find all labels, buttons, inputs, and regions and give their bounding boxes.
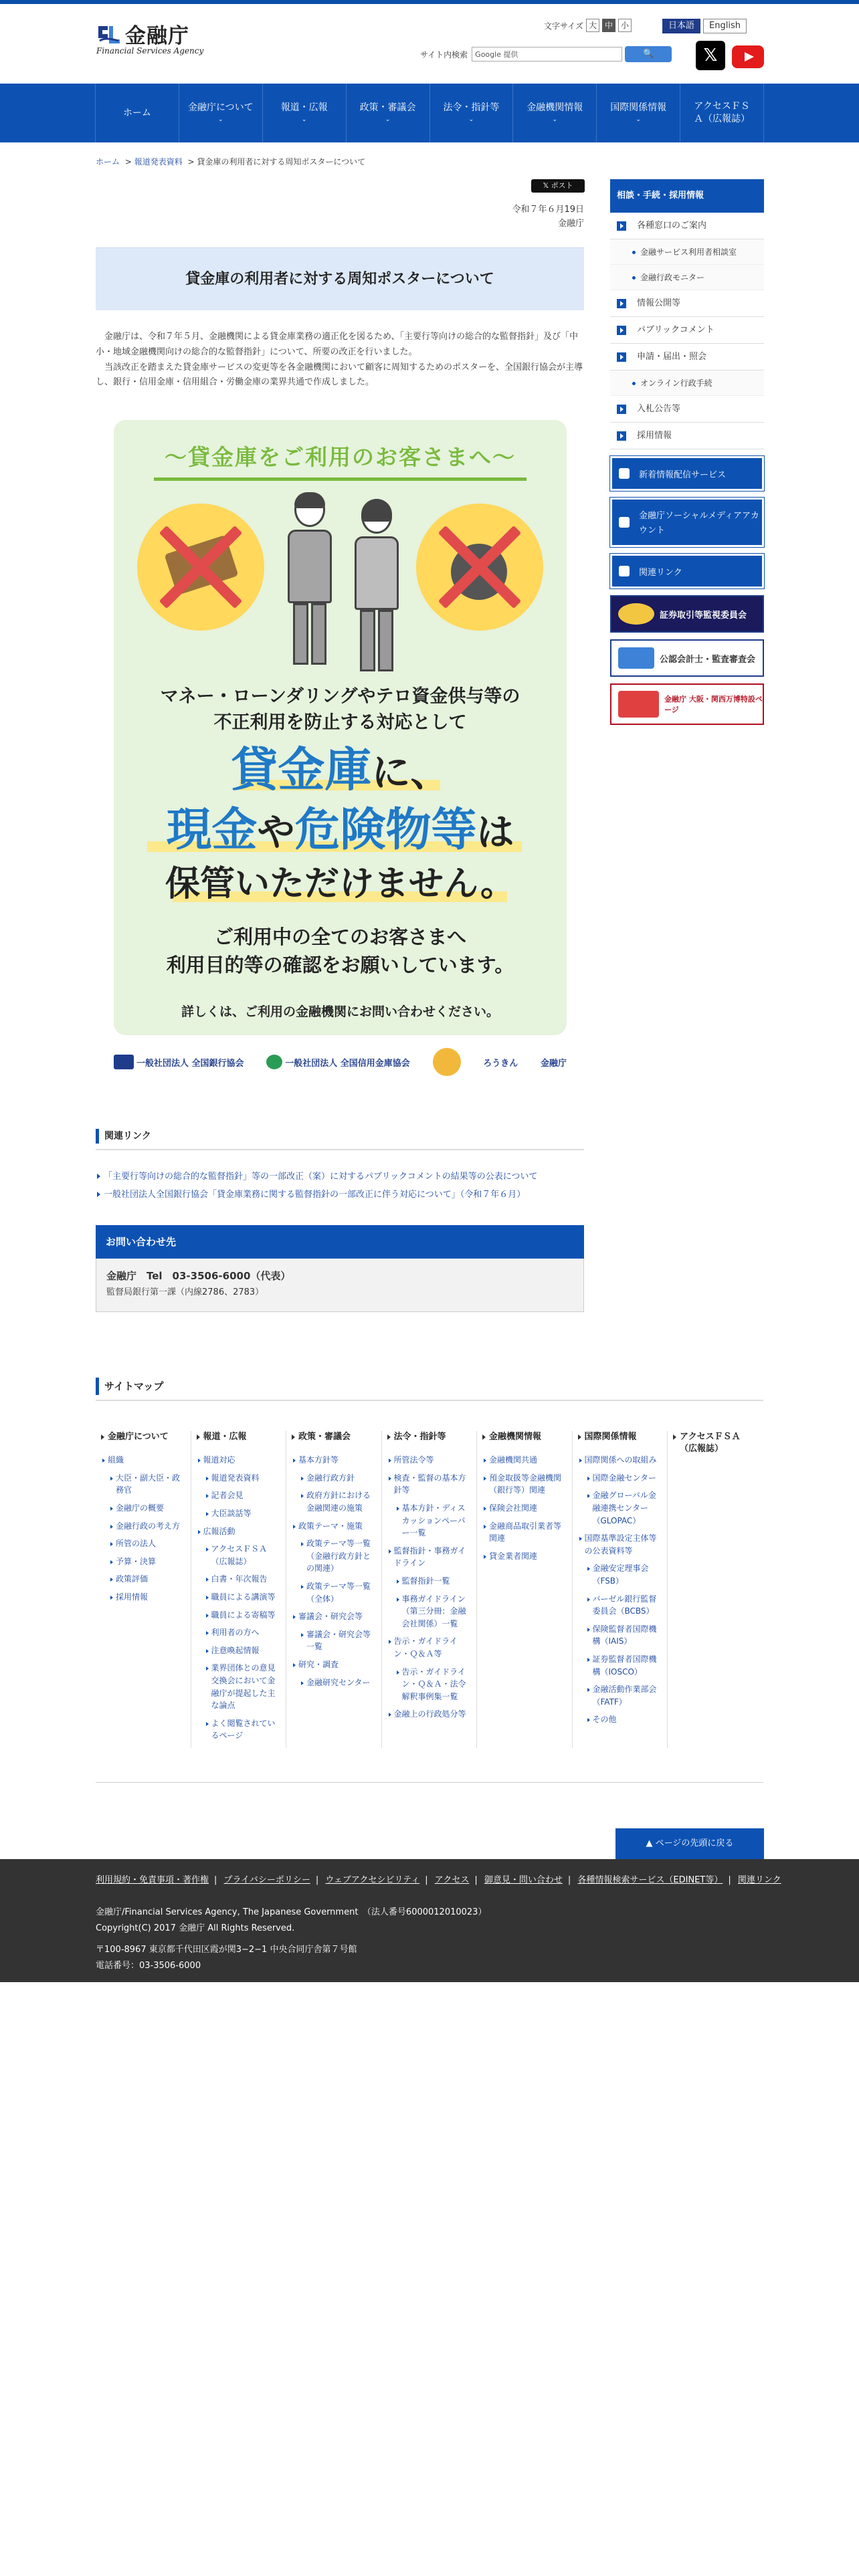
sidebar-item-8[interactable] bbox=[610, 423, 764, 449]
sitemap-link[interactable]: 所管法令等 bbox=[387, 1454, 472, 1467]
sitemap-link[interactable]: 政策テーマ等一覧（全体） bbox=[300, 1580, 376, 1605]
x-twitter-icon[interactable]: 𝕏 bbox=[696, 41, 725, 70]
contact-tel: 金融庁 Tel 03-3506-6000（代表） bbox=[106, 1270, 291, 1282]
pagetop-rule bbox=[96, 1782, 763, 1783]
related-links-button[interactable] bbox=[610, 554, 764, 588]
related-link-item[interactable] bbox=[96, 1168, 584, 1186]
arrow-square-icon bbox=[617, 431, 626, 441]
poster-headline-1 bbox=[114, 742, 567, 797]
site-search bbox=[420, 46, 672, 62]
nav-item-label: 国際関係情報 bbox=[610, 102, 667, 114]
fsa-small-logo-text: 金融庁 bbox=[540, 1058, 567, 1069]
arrow-square-icon bbox=[617, 299, 626, 308]
publish-agency: 金融庁 bbox=[557, 218, 584, 229]
sitemap-column-title[interactable]: 政策・審議会 bbox=[292, 1431, 376, 1443]
font-size-switcher bbox=[544, 19, 632, 32]
sitemap-link[interactable]: 注意喚起情報 bbox=[205, 1644, 281, 1657]
sidebar-item-label: 金融行政モニター bbox=[640, 273, 705, 282]
sidebar-item-0[interactable] bbox=[610, 213, 764, 239]
sitemap-link[interactable]: 大臣談話等 bbox=[205, 1507, 281, 1520]
zenginkyo-logo bbox=[114, 1055, 244, 1069]
contact-dept: 監督局銀行第一課（内線2786、2783） bbox=[106, 1287, 264, 1297]
sitemap-heading: サイトマップ bbox=[96, 1378, 763, 1395]
sidebar-item-label: 申請・届出・照会 bbox=[637, 352, 707, 362]
footer-link[interactable]: ウェブアクセシビリティ bbox=[325, 1875, 420, 1885]
article-body bbox=[96, 330, 584, 391]
search-icon: 🔍 bbox=[643, 49, 654, 59]
cash-prohibited-icon bbox=[137, 504, 264, 631]
sitemap-link[interactable]: 金融上の行政処分等 bbox=[387, 1708, 472, 1721]
sidebar-item-4[interactable] bbox=[610, 317, 764, 344]
sitemap-rule bbox=[96, 1400, 763, 1401]
sitemap-link[interactable]: 業界団体との意見交換会において金融庁が提起した主な論点 bbox=[205, 1662, 281, 1711]
sidebar-item-7[interactable] bbox=[610, 396, 764, 423]
sitemap-link[interactable]: 検査・監督の基本方針等 bbox=[387, 1472, 472, 1497]
footer-link-separator: | bbox=[474, 1875, 480, 1885]
sitemap-link[interactable]: 金融研究センター bbox=[300, 1677, 376, 1689]
poster-particle-ni: に、 bbox=[371, 750, 450, 795]
footer-link-separator: | bbox=[315, 1875, 322, 1885]
footer-link-separator: | bbox=[567, 1875, 574, 1885]
wifi-icon bbox=[619, 468, 630, 479]
sitemap-link[interactable]: アクセスＦＳＡ（広報誌） bbox=[205, 1543, 281, 1568]
breadcrumb: ホーム > 報道発表資料 > 貸金庫の利用者に対する周知ポスターについて bbox=[96, 157, 366, 167]
notice-poster-image bbox=[114, 420, 567, 1035]
publish-info bbox=[512, 203, 584, 231]
sitemap-link[interactable]: 告示・ガイドライン・Ｑ＆Ａ等 bbox=[387, 1635, 472, 1660]
nav-item-label: 報道・広報 bbox=[280, 102, 328, 114]
bomb-prohibited-icon bbox=[416, 504, 543, 631]
sidebar-item-3[interactable] bbox=[610, 290, 764, 317]
poster-purpose-line-2: 不正利用を防止する対応として bbox=[213, 712, 467, 734]
association-logos bbox=[114, 1049, 567, 1075]
fsa-logo[interactable] bbox=[96, 19, 189, 49]
back-to-top-label: ページの先頭に戻る bbox=[655, 1838, 734, 1848]
sitemap-link[interactable]: 保険監督者国際機構（IAIS） bbox=[586, 1623, 662, 1648]
search-label: サイト内検索 bbox=[420, 49, 468, 60]
x-post-button[interactable]: 𝕏 ポスト bbox=[531, 179, 585, 193]
sitemap-link[interactable]: 広報活動 bbox=[197, 1525, 281, 1538]
sitemap-column bbox=[668, 1431, 763, 1747]
sidebar-item-1[interactable] bbox=[610, 239, 764, 265]
related-link-1[interactable]: 「主要行等向けの総合的な監督指針」等の一部改正（案）に対するパブリックコメントの結果等の公表について bbox=[104, 1172, 538, 1182]
social-media-label: 金融庁ソーシャルメディアアカウント bbox=[639, 511, 759, 536]
nav-item-3[interactable] bbox=[347, 84, 430, 142]
sitemap-column-title[interactable]: 報道・広報 bbox=[197, 1431, 281, 1443]
chevron-down-icon: ⌄ bbox=[218, 116, 223, 124]
nav-item-0[interactable] bbox=[96, 84, 179, 142]
breadcrumb-press-link[interactable]: 報道発表資料 bbox=[134, 157, 183, 167]
sitemap-link[interactable]: 白書・年次報告 bbox=[205, 1573, 281, 1586]
footer-link[interactable]: アクセス bbox=[434, 1875, 470, 1885]
sidebar-item-label: パブリックコメント bbox=[637, 325, 714, 335]
sitemap-link[interactable]: 国際関係への取組み bbox=[578, 1454, 662, 1467]
poster-divider bbox=[154, 477, 527, 481]
related-links-label: 関連リンク bbox=[639, 568, 682, 578]
fsa-logo-mark-icon bbox=[96, 21, 122, 47]
chevron-up-icon: ▲ bbox=[646, 1838, 656, 1848]
sitemap-link[interactable]: 金融商品取引業者等関連 bbox=[482, 1520, 567, 1545]
sitemap-link[interactable]: 保険会社関連 bbox=[482, 1502, 567, 1515]
footer-link[interactable]: 御意見・問い合わせ bbox=[484, 1875, 563, 1885]
sitemap-link[interactable]: 報道対応 bbox=[197, 1454, 281, 1467]
sitemap-link[interactable]: 政策テーマ等一覧（金融行政方針との関連） bbox=[300, 1537, 376, 1575]
sitemap-link[interactable]: その他 bbox=[586, 1713, 662, 1726]
sitemap-link[interactable]: 報道発表資料 bbox=[205, 1472, 281, 1485]
sidebar-heading: 相談・手続・採用情報 bbox=[610, 179, 764, 213]
sidebar-item-label: 入札公告等 bbox=[637, 404, 681, 414]
sitemap-link[interactable]: 金融行政方針 bbox=[300, 1472, 376, 1485]
sitemap-column bbox=[477, 1431, 573, 1747]
poster-heading: 〜貸金庫をご利用のお客さまへ〜 bbox=[165, 444, 516, 470]
sidebar-item-2[interactable] bbox=[610, 265, 764, 290]
sitemap-link[interactable]: 職員による寄稿等 bbox=[205, 1609, 281, 1622]
cpaaob-banner-text: 公認会計士・監査審査会 bbox=[660, 654, 756, 665]
arrow-square-icon bbox=[617, 352, 626, 362]
sidebar-item-label: 各種窓口のご案内 bbox=[637, 221, 707, 231]
footer-address-line: 〒100-8967 東京都千代田区霞が関3−2−1 中央合同庁舎第７号館 bbox=[96, 1945, 357, 1955]
poster-request-text bbox=[114, 923, 567, 979]
sitemap-column-title[interactable]: 法令・指針等 bbox=[387, 1431, 472, 1443]
sitemap-link[interactable]: 記者会見 bbox=[205, 1489, 281, 1502]
poster-safe-deposit: 貸金庫 bbox=[231, 742, 372, 797]
site-header bbox=[0, 4, 859, 84]
chevron-down-icon: ⌄ bbox=[385, 116, 391, 124]
sitemap-link[interactable]: 金融機関共通 bbox=[482, 1454, 567, 1467]
footer-link[interactable]: 各種情報検索サービス（EDINET等） bbox=[577, 1875, 723, 1885]
article-paragraph-1: 金融庁は、令和７年５月、金融機関による貸金庫業務の適正化を図るため、「主要行等向けの総合的な監督指針」及び「中小・地域金融機関向けの総合的な監督指針」について、所要の改正を行いました。 bbox=[96, 332, 578, 357]
link-icon bbox=[619, 566, 630, 576]
sitemap-column-title[interactable]: アクセスＦＳＡ（広報誌） bbox=[673, 1431, 758, 1455]
expo-logo-icon bbox=[618, 691, 659, 718]
news-delivery-button[interactable] bbox=[610, 456, 764, 491]
footer-link[interactable]: 利用規約・免責事項・著作権 bbox=[96, 1875, 209, 1885]
sitemap-link[interactable]: 監督指針一覧 bbox=[395, 1575, 472, 1588]
sitemap-link[interactable]: よく閲覧されているページ bbox=[205, 1717, 281, 1742]
nav-item-6[interactable] bbox=[597, 84, 680, 142]
sitemap-link[interactable]: 組織 bbox=[101, 1454, 185, 1467]
sitemap-link[interactable]: 国際金融センター bbox=[586, 1472, 662, 1485]
footer-link[interactable]: プライバシーポリシー bbox=[223, 1875, 310, 1885]
search-input[interactable] bbox=[472, 47, 622, 62]
sitemap-link[interactable]: 予算・決算 bbox=[109, 1555, 185, 1568]
sitemap-link[interactable]: 証券監督者国際機構（IOSCO） bbox=[586, 1653, 662, 1678]
social-media-button[interactable] bbox=[610, 498, 764, 547]
lang-japanese-button[interactable]: 日本語 bbox=[662, 19, 700, 33]
chevron-down-icon: ⌄ bbox=[468, 116, 474, 124]
chevron-down-icon: ⌄ bbox=[636, 116, 641, 124]
nav-item-5[interactable] bbox=[513, 84, 597, 142]
cpaaob-logo-icon bbox=[618, 647, 654, 669]
sitemap-link[interactable]: 預金取扱等金融機関（銀行等）関連 bbox=[482, 1472, 567, 1497]
nav-item-label: アクセスＦＳＡ（広報誌） bbox=[694, 101, 751, 124]
sitemap-link[interactable]: 告示・ガイドライン・Ｑ＆Ａ・法令解釈事例集一覧 bbox=[395, 1666, 472, 1703]
sidebar-item-5[interactable] bbox=[610, 344, 764, 370]
sitemap-link[interactable]: 事務ガイドライン（第三分冊：金融会社関係）一覧 bbox=[395, 1593, 472, 1630]
font-size-medium-button[interactable]: 中 bbox=[602, 19, 615, 32]
related-links-heading: 関連リンク bbox=[96, 1129, 584, 1144]
sitemap-column bbox=[96, 1431, 191, 1747]
poster-contact-note: 詳しくは、ご利用の金融機関にお問い合わせください。 bbox=[181, 1004, 499, 1019]
sitemap-link[interactable]: 金融グローバル金融連携センター（GLOPAC） bbox=[586, 1489, 662, 1527]
sitemap-link[interactable]: 利用者の方へ bbox=[205, 1626, 281, 1639]
youtube-icon[interactable] bbox=[732, 45, 764, 68]
footer-address bbox=[96, 1942, 357, 1974]
shinkin-logo-text: 一般社団法人 全国信用金庫協会 bbox=[285, 1058, 410, 1069]
nav-item-label: 金融庁について bbox=[187, 102, 254, 114]
staff-woman-illustration bbox=[353, 499, 400, 673]
nav-item-2[interactable] bbox=[263, 84, 347, 142]
poster-particle-wa: は bbox=[476, 811, 514, 855]
font-size-label: 文字サイズ bbox=[544, 21, 584, 31]
arrow-square-icon bbox=[617, 326, 626, 335]
article-paragraph-2: 当該改正を踏まえた貸金庫サービスの変更等を各金融機関において顧客に周知するためのポスターを、全国銀行協会が主導し、銀行・信用金庫・信用組合・労働金庫の業界共通で作成しました。 bbox=[96, 362, 583, 388]
chevron-down-icon: ⌄ bbox=[301, 116, 307, 124]
contact-box bbox=[96, 1259, 584, 1312]
page-title: 貸金庫の利用者に対する周知ポスターについて bbox=[96, 247, 584, 310]
related-links-rule bbox=[96, 1149, 584, 1150]
footer-copyright-text: Copyright(C) 2017 金融庁 All Rights Reserved. bbox=[96, 1923, 295, 1934]
nav-item-4[interactable] bbox=[430, 84, 514, 142]
sitemap-link[interactable]: 研究・調査 bbox=[292, 1658, 376, 1671]
poster-hazardous: 危険物等 bbox=[294, 804, 477, 857]
fsa-small-logo bbox=[541, 1056, 567, 1069]
poster-purpose-line-1: マネー・ローンダリングやテロ資金供与等の bbox=[160, 686, 520, 707]
lang-english-button[interactable]: English bbox=[703, 19, 747, 33]
sitemap-link[interactable]: 監督指針・事務ガイドライン bbox=[387, 1545, 472, 1570]
back-to-top-button[interactable] bbox=[615, 1828, 764, 1859]
nav-item-label: 法令・指針等 bbox=[443, 102, 500, 114]
poster-purpose-text bbox=[114, 683, 567, 736]
rokin-logo bbox=[483, 1056, 518, 1069]
sitemap-column-title[interactable]: 国際関係情報 bbox=[578, 1431, 662, 1443]
sitemap-link[interactable]: 貸金業者関連 bbox=[482, 1550, 567, 1563]
footer-link-separator: | bbox=[728, 1875, 734, 1885]
expo-banner-text: 金融庁 大阪・関西万博特設ページ bbox=[664, 695, 763, 714]
related-link-item[interactable] bbox=[96, 1186, 584, 1204]
poster-headline-2 bbox=[114, 804, 567, 857]
sitemap-column bbox=[382, 1431, 478, 1747]
share-icon bbox=[619, 517, 630, 528]
sesc-logo-icon bbox=[618, 603, 654, 625]
nav-item-7[interactable] bbox=[680, 84, 764, 142]
sitemap-link[interactable]: 政府方針における金融関連の施策 bbox=[300, 1489, 376, 1514]
footer-phone: 電話番号：03-3506-6000 bbox=[96, 1961, 201, 1971]
sitemap-link[interactable]: 政策テーマ・施策 bbox=[292, 1520, 376, 1533]
sitemap-link[interactable]: 金融安定理事会（FSB） bbox=[586, 1562, 662, 1587]
footer-link[interactable]: 関連リンク bbox=[737, 1875, 781, 1885]
sitemap-column bbox=[573, 1431, 668, 1747]
sitemap-link[interactable]: 基本方針・ディスカッションペーパー一覧 bbox=[395, 1502, 472, 1539]
logo-text-en: Financial Services Agency bbox=[96, 46, 204, 56]
footer-links bbox=[96, 1872, 787, 1885]
sitemap-link[interactable]: 職員による講演等 bbox=[205, 1591, 281, 1604]
sidebar-item-label: 情報公開等 bbox=[637, 298, 681, 308]
chevron-down-icon: ⌄ bbox=[552, 116, 558, 124]
sitemap-column bbox=[191, 1431, 287, 1747]
logo-text-jp: 金融庁 bbox=[125, 24, 189, 48]
sitemap-link[interactable]: 金融行政の考え方 bbox=[109, 1520, 185, 1533]
footer-copyright bbox=[96, 1905, 486, 1937]
contact-heading: お問い合わせ先 bbox=[96, 1225, 584, 1259]
related-links-list bbox=[96, 1168, 584, 1204]
related-link-2[interactable]: 一般社団法人全国銀行協会「貸金庫業務に関する監督指針の一部改正に伴う対応について」（令和７年６月） bbox=[104, 1190, 526, 1200]
poster-request-line-1: ご利用中の全てのお客さまへ bbox=[213, 926, 466, 948]
sitemap bbox=[96, 1431, 763, 1747]
footer-link-separator: | bbox=[214, 1875, 220, 1885]
shinkumi-logo bbox=[433, 1048, 461, 1076]
breadcrumb-current: 貸金庫の利用者に対する周知ポスターについて bbox=[197, 157, 366, 167]
site-footer bbox=[0, 1859, 859, 1982]
sitemap-link[interactable]: 審議会・研究会等一覧 bbox=[300, 1628, 376, 1653]
poster-cash: 現金 bbox=[166, 804, 258, 857]
nav-item-label: ホーム bbox=[122, 107, 151, 118]
sidebar-item-label: 採用情報 bbox=[637, 431, 672, 441]
breadcrumb-home-link[interactable]: ホーム bbox=[96, 157, 120, 167]
sidebar bbox=[610, 179, 764, 725]
global-nav bbox=[0, 84, 859, 142]
sitemap-link[interactable]: 金融庁の概要 bbox=[109, 1502, 185, 1515]
sitemap-link[interactable]: 政策評価 bbox=[109, 1573, 185, 1586]
publish-date: 令和７年６月19日 bbox=[512, 205, 584, 215]
shinkin-logo bbox=[266, 1055, 410, 1069]
news-delivery-label: 新着情報配信サービス bbox=[639, 470, 727, 480]
sitemap-link[interactable]: 所管の法人 bbox=[109, 1537, 185, 1550]
sidebar-item-6[interactable] bbox=[610, 370, 764, 396]
footer-org: 金融庁/Financial Services Agency, The Japanese Government （法人番号6000012010023） bbox=[96, 1907, 487, 1917]
sitemap-column-title[interactable]: 金融庁について bbox=[101, 1431, 185, 1443]
nav-item-label: 金融機関情報 bbox=[527, 102, 583, 114]
footer-link-separator: | bbox=[425, 1875, 431, 1885]
poster-headline-3: 保管いただけません。 bbox=[165, 864, 516, 904]
staff-man-illustration bbox=[286, 492, 333, 666]
sitemap-link[interactable]: 採用情報 bbox=[109, 1591, 185, 1604]
sitemap-column-title[interactable]: 金融機関情報 bbox=[482, 1431, 567, 1443]
sidebar-item-label: オンライン行政手続 bbox=[640, 379, 712, 388]
search-button[interactable] bbox=[625, 46, 672, 62]
nav-item-label: 政策・審議会 bbox=[359, 102, 416, 114]
cpaaob-banner[interactable] bbox=[610, 639, 764, 677]
language-switcher bbox=[662, 19, 747, 33]
sitemap-link[interactable]: 基本方針等 bbox=[292, 1454, 376, 1467]
zenginkyo-logo-text: 一般社団法人 全国銀行協会 bbox=[136, 1058, 244, 1069]
poster-particle-ya: や bbox=[257, 811, 295, 855]
rokin-logo-text: ろうきん bbox=[483, 1058, 518, 1069]
font-size-large-button[interactable]: 大 bbox=[586, 19, 599, 32]
sesc-banner-text: 証券取引等監視委員会 bbox=[660, 610, 747, 621]
sitemap-column bbox=[286, 1431, 382, 1747]
expo-banner[interactable] bbox=[610, 683, 764, 725]
sidebar-item-label: 金融サービス利用者相談室 bbox=[640, 247, 737, 257]
sitemap-link[interactable]: 大臣・副大臣・政務官 bbox=[109, 1472, 185, 1497]
sitemap-link[interactable]: 審議会・研究会等 bbox=[292, 1610, 376, 1623]
sitemap-link[interactable]: 国際基準設定主体等の公表資料等 bbox=[578, 1532, 662, 1557]
search-placeholder: Google 提供 bbox=[475, 50, 518, 59]
font-size-small-button[interactable]: 小 bbox=[618, 19, 632, 32]
sitemap-link[interactable]: バーゼル銀行監督委員会（BCBS） bbox=[586, 1593, 662, 1618]
poster-request-line-2: 利用目的等の確認をお願いしています。 bbox=[166, 954, 514, 977]
nav-item-1[interactable] bbox=[179, 84, 263, 142]
sitemap-link[interactable]: 金融活動作業部会（FATF） bbox=[586, 1683, 662, 1708]
arrow-square-icon bbox=[617, 405, 626, 414]
arrow-square-icon bbox=[617, 221, 626, 231]
sesc-banner[interactable] bbox=[610, 595, 764, 633]
